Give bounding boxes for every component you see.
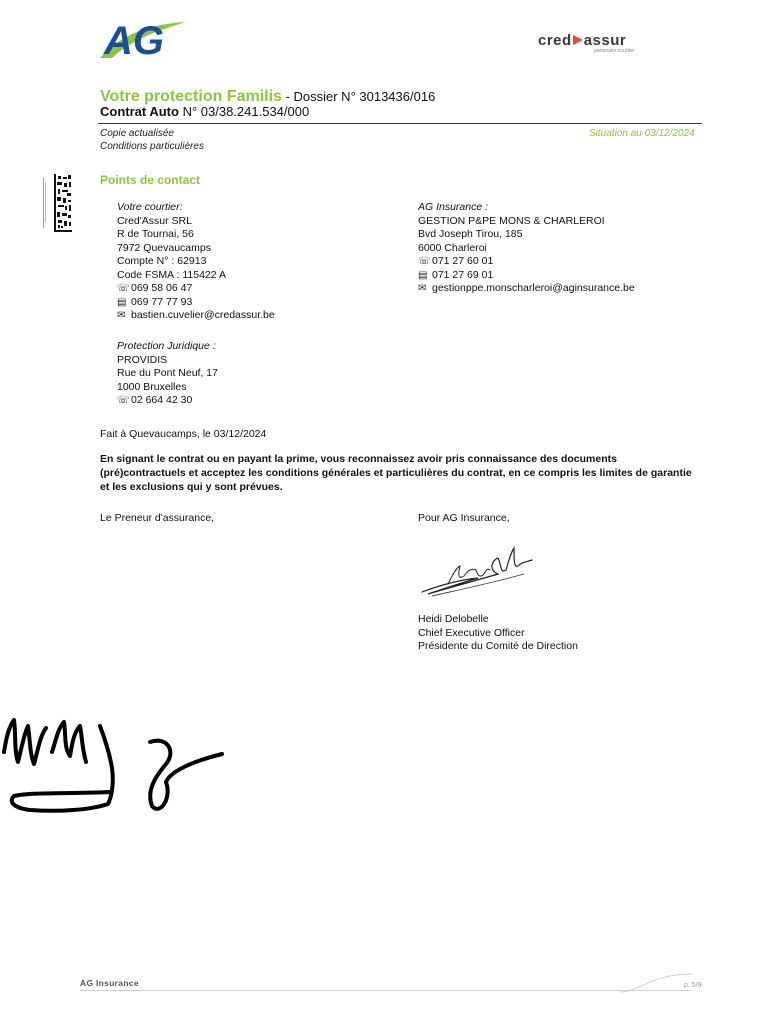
- broker-phone-row: [117, 282, 275, 296]
- contract-number: N° 03/38.241.534/000: [178, 104, 310, 119]
- copy-label: Copie actualisée: [100, 128, 174, 139]
- credassur-logo-sub: partenaire courtier: [594, 48, 635, 54]
- ceo-signature: [418, 540, 536, 602]
- insurer-phone-row: [418, 255, 635, 269]
- insurer-email[interactable]: gestionppe.monscharleroi@aginsurance.be: [432, 282, 635, 294]
- legal-name: PROVIDIS: [117, 353, 168, 366]
- place-date: Fait à Quevaucamps, le 03/12/2024: [100, 428, 267, 440]
- insurer-fax: 071 27 69 01: [432, 268, 494, 281]
- footer-brand: AG Insurance: [80, 978, 139, 988]
- broker-heading: Votre courtier:: [117, 201, 183, 213]
- legal-street: Rue du Pont Neuf, 17: [117, 367, 218, 379]
- broker-fax: 069 77 77 93: [131, 295, 193, 308]
- conditions-label: Conditions particulières: [100, 141, 204, 152]
- situation-date: Situation au 03/12/2024: [589, 128, 695, 139]
- agreement-line-2: (pré)contractuels et acceptez les conditions générales et particulières du contrat, en ce compris les limites de garantie: [100, 467, 692, 479]
- dossier-number: - Dossier N° 3013436/016: [281, 89, 436, 104]
- contract-line: [100, 104, 309, 119]
- section-title-contacts: Points de contact: [100, 173, 201, 187]
- signer-block: [418, 613, 578, 654]
- insurer-phone: 071 27 60 01: [432, 255, 494, 267]
- header-divider: [98, 123, 702, 124]
- page-number: p. 5/9: [684, 982, 702, 989]
- broker-street: R de Tournai, 56: [117, 228, 194, 240]
- legal-phone: 02 664 42 30: [131, 394, 193, 406]
- broker-name: Cred'Assur SRL: [117, 214, 192, 227]
- policyholder-signature: [0, 706, 230, 826]
- ag-logo: [98, 16, 188, 60]
- fax-icon: ▤: [418, 269, 428, 281]
- phone-icon: ☏: [117, 395, 130, 406]
- insurer-signature-label: Pour AG Insurance,: [418, 512, 510, 524]
- broker-phone: 069 58 06 47: [131, 282, 193, 294]
- insurer-street: Bvd Joseph Tirou, 185: [418, 228, 523, 240]
- broker-email[interactable]: bastien.cuvelier@credassur.be: [131, 309, 275, 321]
- broker-account: Compte N° : 62913: [117, 255, 207, 267]
- insurer-email-row: [418, 282, 635, 296]
- vertical-barcode-text: [40, 178, 48, 228]
- signer-role: Présidente du Comité de Direction: [418, 640, 578, 652]
- broker-city: 7972 Quevaucamps: [117, 241, 211, 254]
- agreement-paragraph: [100, 452, 704, 494]
- legal-city: 1000 Bruxelles: [117, 380, 187, 393]
- datamatrix-code-icon: [54, 174, 72, 232]
- credassur-logo-part2: assur: [583, 32, 627, 49]
- fax-icon: ▤: [117, 296, 127, 308]
- insurer-heading: AG Insurance :: [418, 201, 489, 213]
- credassur-logo: [538, 32, 638, 58]
- credassur-logo-part1: cred: [538, 32, 572, 49]
- insurer-fax-row: [418, 269, 635, 283]
- footer-divider: [80, 990, 692, 991]
- signer-name: Heidi Delobelle: [418, 613, 489, 625]
- agreement-line-1: En signant le contrat ou en payant la prime, vous reconnaissez avoir pris connaissance des documents: [100, 453, 617, 465]
- broker-contact-block: [117, 201, 275, 323]
- mail-icon: ✉: [418, 283, 427, 294]
- product-name: Votre protection Familis: [100, 88, 282, 105]
- policyholder-label: Le Preneur d'assurance,: [100, 512, 215, 524]
- broker-email-row: [117, 309, 275, 323]
- ag-logo-text: AG: [104, 19, 164, 60]
- legal-protection-block: [117, 340, 218, 408]
- agreement-line-3: et les exclusions qui y sont prévues.: [100, 481, 283, 493]
- insurer-name: GESTION P&PE MONS & CHARLEROI: [418, 214, 605, 227]
- broker-fax-row: [117, 296, 275, 310]
- insurer-city: 6000 Charleroi: [418, 241, 487, 254]
- legal-heading: Protection Juridique :: [117, 340, 216, 352]
- mail-icon: ✉: [117, 310, 126, 321]
- credassur-arrow-icon: [572, 34, 584, 46]
- contract-type: Contrat Auto: [100, 104, 179, 119]
- legal-phone-row: [117, 394, 218, 408]
- signer-title: Chief Executive Officer: [418, 626, 525, 639]
- insurer-contact-block: [418, 201, 635, 296]
- phone-icon: ☏: [418, 256, 431, 267]
- phone-icon: ☏: [117, 283, 130, 294]
- broker-fsma: Code FSMA : 115422 A: [117, 268, 226, 281]
